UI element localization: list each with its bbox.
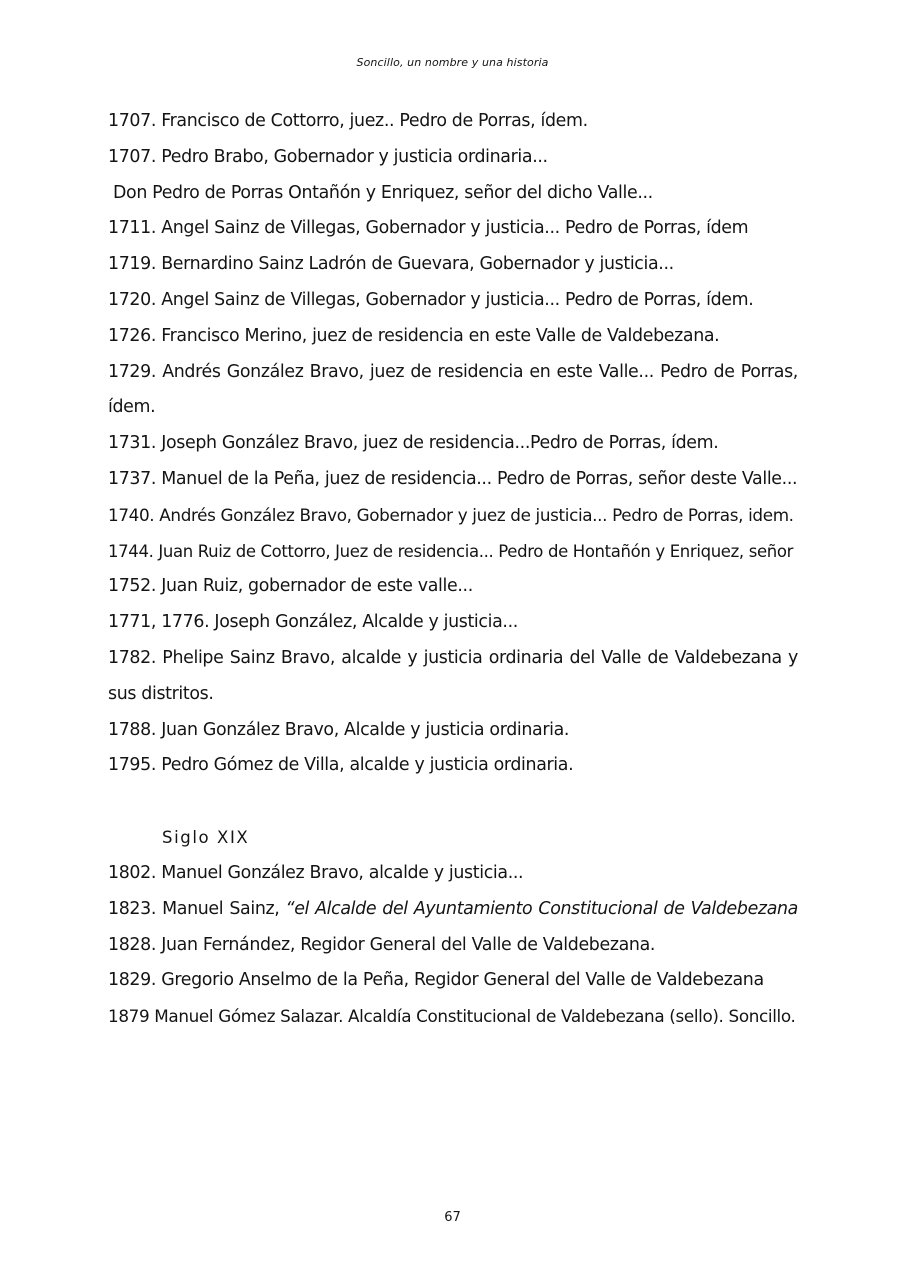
list-item: 1707. Pedro Brabo, Gobernador y justicia ordinaria... [108,146,548,167]
list-item: 1726. Francisco Merino, juez de residencia en este Valle de Valdebezana. [108,325,720,346]
list-item: 1788. Juan González Bravo, Alcalde y justicia ordinaria. [108,719,570,740]
entry-1823-quote: “el Alcalde del Ayuntamiento Constitucional de Valdebezana [285,898,798,919]
list-item: 1731. Joseph González Bravo, juez de residencia...Pedro de Porras, ídem. [108,433,719,454]
list-item: 1802. Manuel González Bravo, alcalde y justicia... [108,862,524,883]
list-item: Don Pedro de Porras Ontañón y Enriquez, señor del dicho Valle... [113,182,653,203]
section-heading: Siglo XIX [162,828,250,848]
list-item: 1829. Gregorio Anselmo de la Peña, Regidor General del Valle de Valdebezana [108,970,764,991]
list-item: 1719. Bernardino Sainz Ladrón de Guevara, Gobernador y justicia... [108,254,674,275]
list-item: 1782. Phelipe Sainz Bravo, alcalde y justicia ordinaria del Valle de Valdebezana y sus distritos. [108,647,798,704]
list-item: 1752. Juan Ruiz, gobernador de este valle... [108,576,473,597]
list-item: 1879 Manuel Gómez Salazar. Alcaldía Constitucional de Valdebezana (sello). Soncillo. [108,1006,796,1027]
list-item: 1771, 1776. Joseph González, Alcalde y justicia... [108,612,518,633]
list-item: 1740. Andrés González Bravo, Gobernador y juez de justicia... Pedro de Porras, idem. [108,504,794,525]
list-item: 1729. Andrés González Bravo, juez de residencia en este Valle... Pedro de Porras, ídem. [108,361,798,418]
list-item: 1737. Manuel de la Peña, juez de residencia... Pedro de Porras, señor deste Valle... [108,468,798,489]
list-item: 1828. Juan Fernández, Regidor General del Valle de Valdebezana. [108,934,656,955]
entry-1823-prefix: 1823. Manuel Sainz, [108,898,280,919]
list-item [108,892,798,928]
page-number: 67 [444,1210,461,1225]
list-item: 1707. Francisco de Cottorro, juez.. Pedro de Porras, ídem. [108,111,588,131]
list-item: 1795. Pedro Gómez de Villa, alcalde y justicia ordinaria. [108,755,574,776]
list-item: 1744. Juan Ruiz de Cottorro, Juez de residencia... Pedro de Hontañón y Enriquez, señor [108,541,794,561]
list-item: 1711. Angel Sainz de Villegas, Gobernador y justicia... Pedro de Porras, ídem [108,218,749,239]
section-spacer [108,784,798,820]
list-item: 1720. Angel Sainz de Villegas, Gobernador y justicia... Pedro de Porras, ídem. [108,289,754,310]
body-text [108,104,798,1035]
running-header: Soncillo, un nombre y una historia [356,56,549,69]
